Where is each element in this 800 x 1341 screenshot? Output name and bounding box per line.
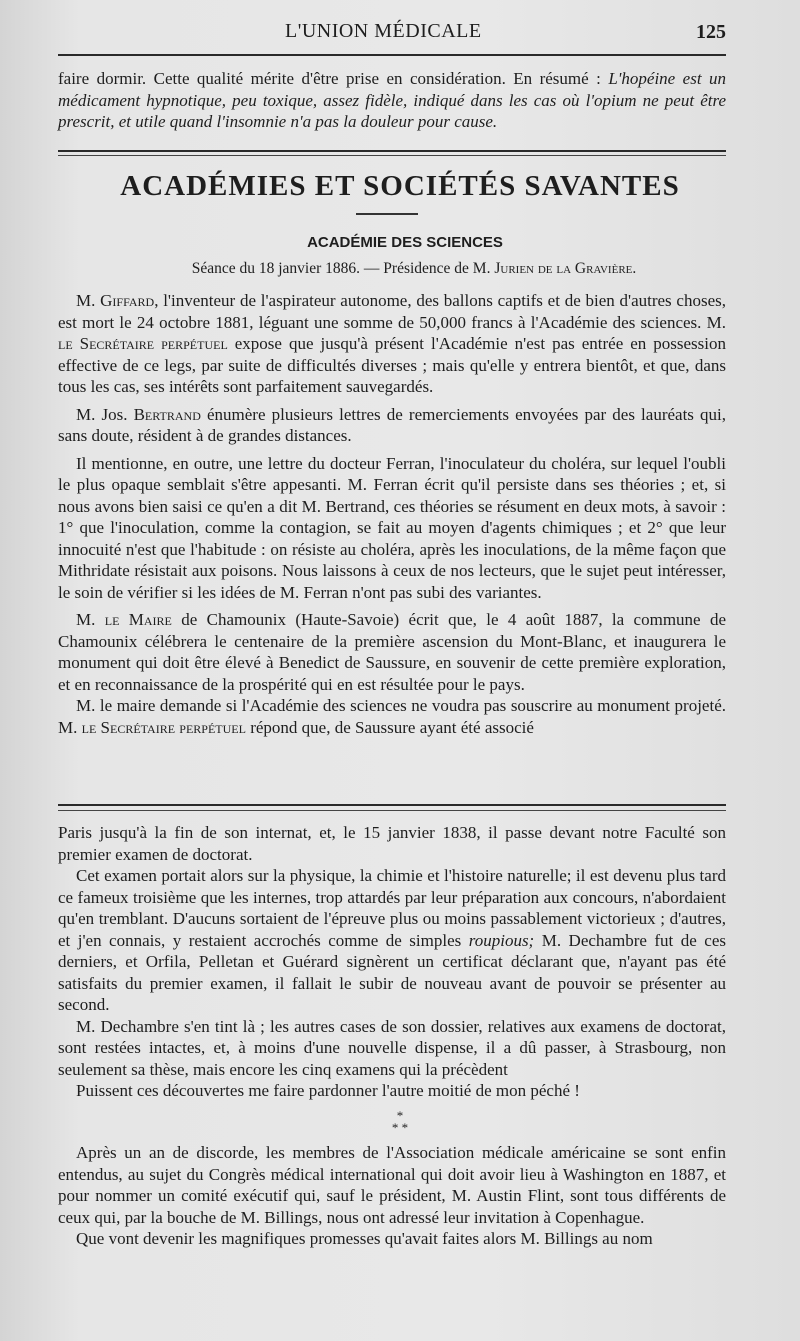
text-run: , l'inventeur de l'aspirateur autonome, des ballons captifs et de bien d'autres choses, est mort le 24 octobre 1881, léguant une somme de 50,000 francs à l'Académie des sciences. M. <box>58 291 726 332</box>
session-line <box>0 260 800 278</box>
paragraph-giffard <box>58 290 726 398</box>
header-rule <box>58 54 726 56</box>
section-rule-top <box>58 150 726 152</box>
person-name: Giffard <box>100 291 155 310</box>
session-end: . <box>632 260 637 277</box>
top-fragment-text: faire dormir. Cette qualité mérite d'être prise en considération. En résumé : <box>58 69 609 88</box>
paragraph-ferran: Il mentionne, en outre, une lettre du docteur Ferran, l'inoculateur du choléra, sur lequel l'oubli le plus opaque semblait s'être appesanti. M. Ferran écrit qu'il persiste dans ses théories ; et, si nous avons bien saisi ce qu'en a dit M. Bertrand, ces théories se résument en deux mots, à savoir : 1° que l'inoculation, comme la contagion, se fait au moyen d'agents chimiques ; et 2° que leur innocuité n'est que l'habitude : on résiste au choléra, après les inoculations, de la même façon que Mithridate résistait aux poisons. Nous laissons à ceux de nos lecteurs, que le sujet peut intéresser, le soin de vérifier si les idées de M. Ferran n'ont pas subi des variantes. <box>58 453 726 602</box>
section-title: ACADÉMIES ET SOCIÉTÉS SAVANTES <box>120 170 680 202</box>
title-underline <box>356 213 418 215</box>
feuilleton-continuation <box>58 1142 726 1250</box>
feuilleton-paragraph: Que vont devenir les magnifiques promesses qu'avait faites alors M. Billings au nom <box>76 1229 653 1248</box>
text-run: M. Dechambre fut de ces derniers, et Orfila, Pelletan et Guérard signèrent un certificat déclarant que, n'ayant pas été satisfaits du premier examen, il fallait le subir de nouveau avant de pouvoir se présenter au second. <box>58 930 726 1014</box>
asterism-bottom: * * <box>391 1120 409 1135</box>
text-run: énumère plusieurs lettres de remerciements envoyées par des lauréats qui, sans doute, résident à de grandes distances. <box>58 404 726 445</box>
top-fragment-paragraph <box>58 68 726 133</box>
italic-term: roupious; <box>468 930 535 950</box>
text-run: de Chamounix (Haute-Savoie) écrit que, le 4 août 1887, la commune de Chamounix célébrera le centenaire de la première ascension du Mont-Blanc, et inaugurera le monument qui doit être élevé à Benedict de Saussure, en souvenir de cette première exploration, et en reconnaissance de la prospérité qui en est résultée pour le pays. <box>58 610 726 694</box>
feuilleton <box>58 822 726 1102</box>
asterism-top: * <box>396 1108 404 1123</box>
top-fragment-conclusion: L'hopéine est un médicament hypnotique, peu toxique, assez fidèle, indiqué dans les cas où l'opium ne peut être prescrit, et utile quand l'insomnie n'a pas la douleur pour cause. <box>58 69 726 131</box>
feuilleton-rule-top <box>58 804 726 806</box>
academy-report <box>58 290 726 738</box>
top-fragment <box>58 68 726 133</box>
paragraph-chamounix <box>58 609 726 695</box>
person-name: Bertrand <box>133 404 201 424</box>
text-run: M. <box>76 291 101 310</box>
feuilleton-paragraph: Après un an de discorde, les membres de l'Association médicale américaine se sont enfin entendus, au sujet du Congrès médical international qui doit avoir lieu à Washington en 1887, et pour nommer un comité exécutif qui, sauf le président, M. Austin Flint, sont tous différents de ceux qui, par la bouche de M. Billings, nous ont adressé leur invitation à Copenhague. <box>58 1143 726 1227</box>
academy-heading: ACADÉMIE DES SCIENCES <box>307 234 503 251</box>
running-head <box>0 20 800 48</box>
feuilleton-paragraph: Puissent ces découvertes me faire pardonner l'autre moitié de mon péché ! <box>76 1081 580 1100</box>
secretary-title: le Secrétaire perpétuel <box>58 334 228 353</box>
text-run: M. Jos. <box>76 404 134 424</box>
paragraph-souscription <box>58 695 726 738</box>
session-date: Séance du 18 janvier 1886. — Présidence de M. <box>191 260 495 277</box>
feuilleton-paragraph <box>58 865 726 1016</box>
session-president: Jurien de la Gravière <box>494 260 633 277</box>
text-run: répond que, de Saussure ayant été associé <box>245 717 534 737</box>
feuilleton-paragraph: M. Dechambre s'en tint là ; les autres cases de son dossier, relatives aux examens de doctorat, sont restées intactes, et, à moins d'une nouvelle dispense, il a dû passer, à Strasbourg, non seulement sa thèse, mais encore les cinq examens qui la précèdent <box>58 1016 726 1079</box>
text-run: Cet examen portait alors sur la physique, la chimie et l'histoire naturelle; il est devenu plus tard ce fameux troisième que les internes, trop attardés par leur préparation aux concours, n'abordaient qu'en tremblant. D'aucuns sortaient de l'épreuve plus ou moins passablement victorieux ; d'autres, et j'en connais, y restaient accrochés comme de simples <box>58 866 726 950</box>
person-name: le Maire <box>104 610 172 629</box>
secretary-title: le Secrétaire perpétuel <box>81 717 246 737</box>
text-run: M. <box>76 610 105 629</box>
feuilleton-paragraph: Paris jusqu'à la fin de son internat, et, le 15 janvier 1838, il passe devant notre Faculté son premier examen de doctorat. <box>58 823 726 864</box>
text-run: M. le maire demande si l'Académie des sciences ne voudra pas souscrire au monument projeté. M. <box>58 696 726 737</box>
page-number: 125 <box>696 21 726 43</box>
feuilleton-rule-bottom <box>58 810 726 811</box>
journal-title: L'UNION MÉDICALE <box>285 20 482 42</box>
text-run: expose que jusqu'à présent l'Académie n'est pas entrée en possession effective de ce legs, par suite de difficultés diverses ; mais qu'elle y entrera bientôt, et que, dans tous les cas, ses intérêts sont parfaitement sauvegardés. <box>58 334 726 396</box>
paragraph-bertrand <box>58 404 726 447</box>
section-rule-bottom <box>58 155 726 156</box>
section-separator-asterism <box>0 1110 800 1134</box>
